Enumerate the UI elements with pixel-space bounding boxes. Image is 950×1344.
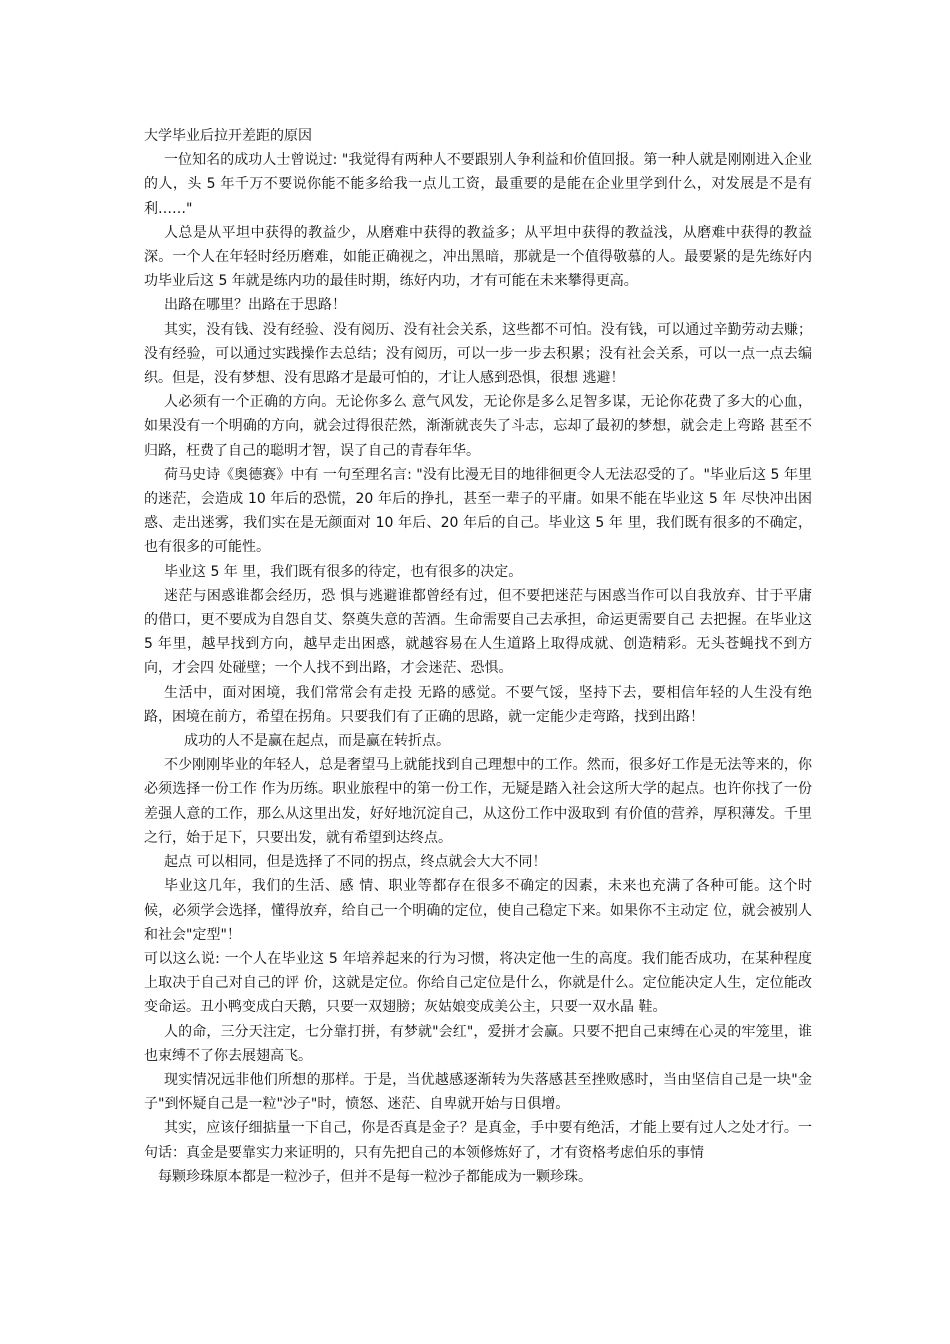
paragraph-4: 其实，没有钱、没有经验、没有阅历、没有社会关系，这些都不可怕。没有钱，可以通过辛勤劳动去赚；没有经验，可以通过实践操作去总结；没有阅历，可以一步一步去积累；没有社会关系，可以一点一点去编织。但是，没有梦想、没有思路才是最可怕的，才让人感到恐惧，很想 逃避！ — [144, 321, 812, 387]
paragraph-7: 毕业这 5 年 里，我们既有很多的待定，也有很多的决定。 — [164, 563, 523, 580]
paragraph-16: 现实情况远非他们所想的那样。于是，当优越感逐渐转为失落感甚至挫败感时，当由坚信自己是一块"金子"到怀疑自己是一粒"沙子"时，愤怒、迷茫、自卑就开始与日俱增。 — [144, 1071, 812, 1113]
paragraph-12: 起点 可以相同，但是选择了不同的拐点，终点就会大大不同！ — [164, 854, 547, 871]
document-title: 大学毕业后拉开差距的原因 — [144, 128, 312, 144]
paragraph-9: 生活中，面对困境，我们常常会有走投 无路的感觉。不要气馁，坚持下去，要相信年轻的人生没有绝路，困境在前方，希望在拐角。只要我们有了正确的思路，就一定能少走弯路，找到出路！ — [144, 684, 812, 725]
paragraph-10: 成功的人不是赢在起点，而是赢在转折点。 — [184, 733, 450, 750]
document-page — [144, 124, 812, 1189]
paragraph-3: 出路在哪里？出路在于思路！ — [164, 297, 346, 314]
paragraph-6: 荷马史诗《奥德赛》中有 一句至理名言: "没有比漫无目的地徘徊更令人无法忍受的了。"毕业后这 5 年里的迷茫，会造成 10 年后的恐慌，20 年后的挣扎，甚至一辈子的平庸。如果不能在毕业这 5 年 尽快冲出困惑、走出迷雾，我们实在是无颜面对 10 年后、20 年后的自己。毕业这 5 年 里，我们既有很多的不确定，也有很多的可能性。 — [144, 466, 812, 556]
paragraph-1: 一位知名的成功人士曾说过: "我觉得有两种人不要跟别人争利益和价值回报。第一种人就是刚刚进入企业的人，头 5 年千万不要说你能不能多给我一点儿工资，最重要的是能在企业里学到什么，对发展是不是有利……" — [144, 152, 812, 217]
paragraph-15: 人的命，三分天注定，七分靠打拼，有梦就"会红"，爱拼才会赢。只要不把自己束缚在心灵的牢笼里，谁也束缚不了你去展翅高飞。 — [144, 1023, 812, 1064]
paragraph-17: 其实，应该仔细掂量一下自己，你是否真是金子？是真金，手中要有绝活，才能上要有过人之处才行。一句话：真金是要靠实力来证明的，只有先把自己的本领修炼好了，才有资格考虑伯乐的事情 — [144, 1120, 812, 1161]
paragraph-14: 可以这么说: 一个人在毕业这 5 年培养起来的行为习惯，将决定他一生的高度。我们能否成功，在某种程度上取决于自己对自己的评 价，这就是定位。你给自己定位是什么，你就是什么。定位能决定人生，定位能改变命运。丑小鸭变成白天鹅，只要一双翅膀；灰姑娘变成美公主，只要一双水晶 鞋。 — [144, 950, 812, 1016]
paragraph-5: 人必须有一个正确的方向。无论你多么 意气风发，无论你是多么足智多谋，无论你花费了多大的心血，如果没有一个明确的方向，就会过得很茫然，渐渐就丧失了斗志，忘却了最初的梦想，就会走上弯路 甚至不归路，枉费了自己的聪明才智，误了自己的青春年华。 — [144, 394, 812, 459]
paragraph-13: 毕业这几年，我们的生活、感 情、职业等都存在很多不确定的因素，未来也充满了各种可能。这个时候，必须学会选择，懂得放弃，给自己一个明确的定位，使自己稳定下来。如果你不主动定 位，就会被别人和社会"定型"！ — [144, 878, 812, 943]
paragraph-8: 迷茫与困惑谁都会经历，恐 惧与逃避谁都曾经有过，但不要把迷茫与困惑当作可以自我放弃、甘于平庸的借口，更不要成为自怨自艾、祭奠失意的苦酒。生命需要自己去承担，命运更需要自己 去把握。在毕业这 5 年里，越早找到方向，越早走出困惑，就越容易在人生道路上取得成就、创造精彩。无头苍蝇找不到方向，才会四 处碰壁；一个人找不到出路，才会迷茫、恐惧。 — [144, 587, 812, 677]
paragraph-2: 人总是从平坦中获得的教益少，从磨难中获得的教益多；从平坦中获得的教益浅，从磨难中获得的教益深。一个人在年轻时经历磨难，如能正确视之，冲出黑暗，那就是一个值得敬慕的人。最要紧的是先练好内功毕业后这 5 年就是练内功的最佳时期，练好内功，才有可能在未来攀得更高。 — [144, 224, 812, 290]
paragraph-11: 不少刚刚毕业的年轻人，总是奢望马上就能找到自己理想中的工作。然而，很多好工作是无法等来的，你必须选择一份工作 作为历练。职业旅程中的第一份工作，无疑是踏入社会这所大学的起点。也许你找了一份差强人意的工作，那么从这里出发，好好地沉淀自己，从这份工作中汲取到 有价值的营养，厚积薄发。千里之行，始于足下，只要出发，就有希望到达终点。 — [144, 757, 812, 846]
paragraph-18: 每颗珍珠原本都是一粒沙子，但并不是每一粒沙子都能成为一颗珍珠。 — [158, 1168, 592, 1185]
